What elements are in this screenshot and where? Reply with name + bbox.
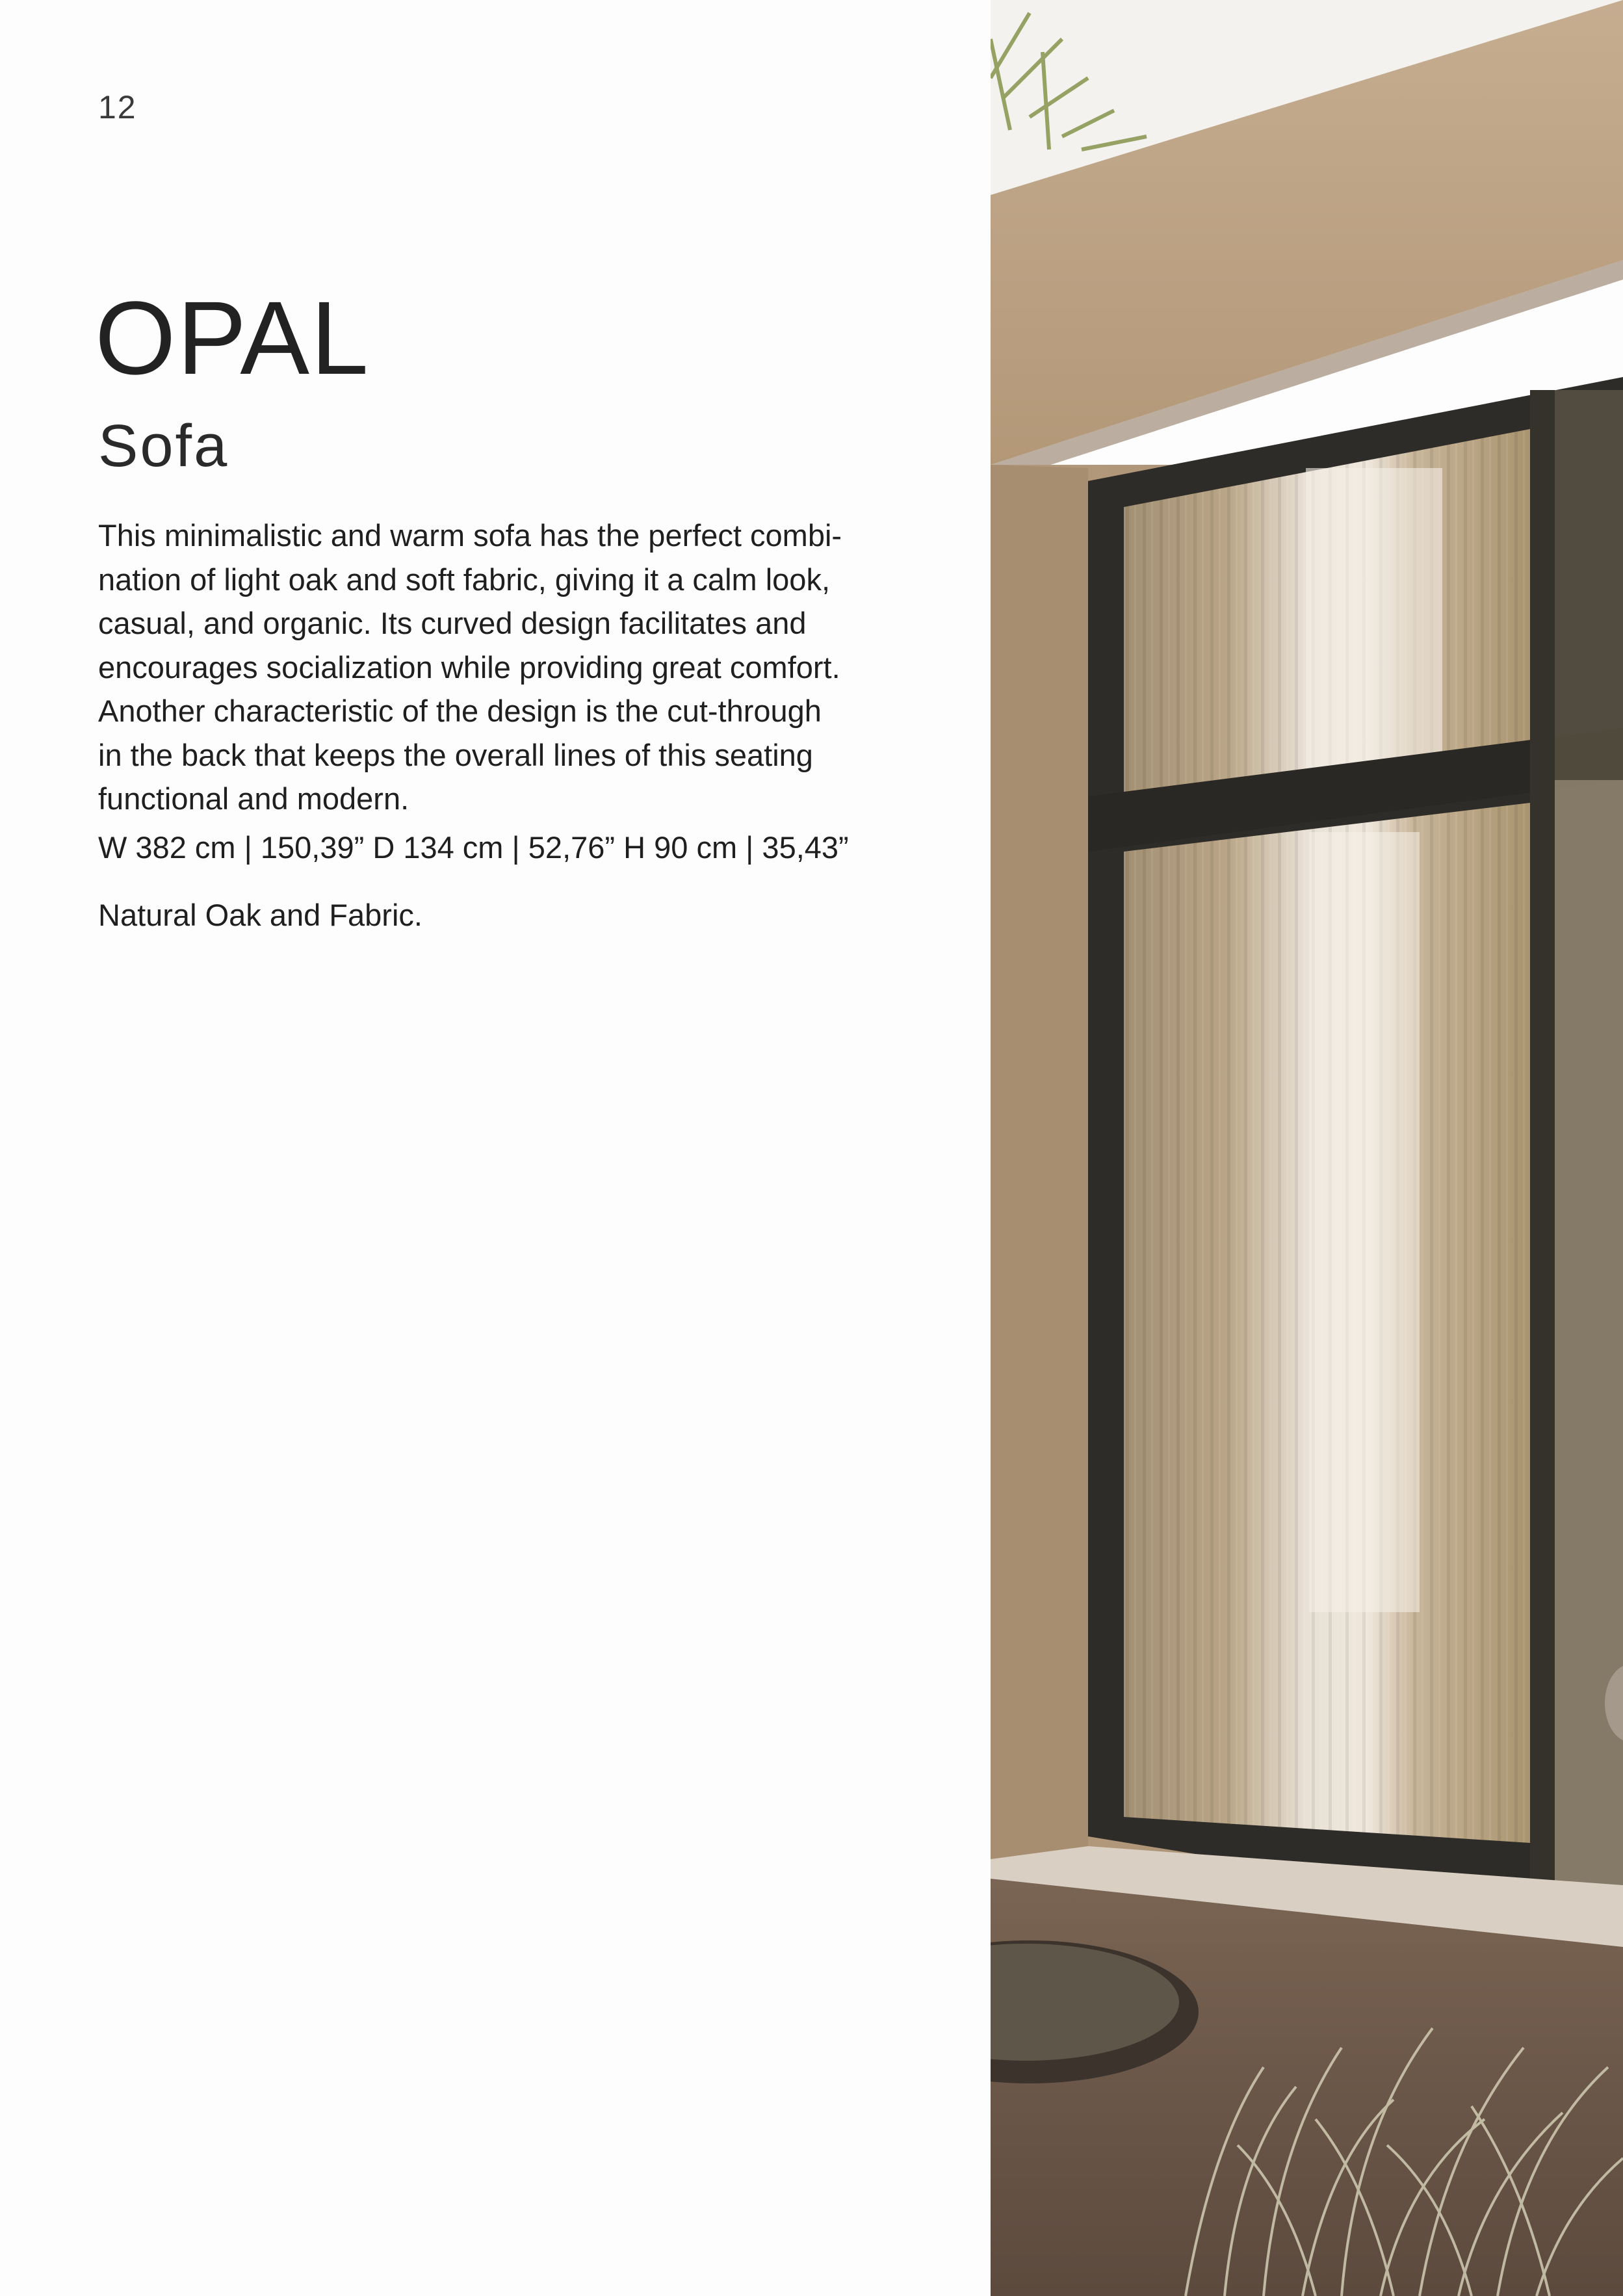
page-number: 12	[98, 89, 137, 125]
mullion	[1530, 390, 1555, 1885]
gravel-ground	[991, 1879, 1623, 2296]
product-category: Sofa	[98, 413, 229, 479]
description-line: in the back that keeps the overall lines of this seating	[98, 737, 813, 772]
upper-curtain-light	[1306, 468, 1442, 774]
description-line: encourages socialization while providing great comfort.	[98, 649, 840, 685]
photo-illustration	[991, 0, 1623, 2296]
wall-side	[991, 465, 1088, 1872]
product-photo	[991, 0, 1623, 2296]
lower-curtain-light	[1309, 832, 1420, 1612]
product-description	[98, 514, 924, 821]
product-materials: Natural Oak and Fabric.	[98, 898, 422, 932]
description-line: Another characteristic of the design is the cut-through	[98, 694, 822, 728]
description-line: functional and modern.	[98, 781, 409, 816]
description-line: casual, and organic. Its curved design facilitates and	[98, 606, 807, 640]
product-dimensions: W 382 cm | 150,39” D 134 cm | 52,76” H 90 cm | 35,43”	[98, 830, 849, 865]
description-line: nation of light oak and soft fabric, giving it a calm look,	[98, 562, 831, 597]
description-line: This minimalistic and warm sofa has the perfect combi-	[98, 518, 842, 553]
product-title: OPAL	[95, 280, 370, 396]
